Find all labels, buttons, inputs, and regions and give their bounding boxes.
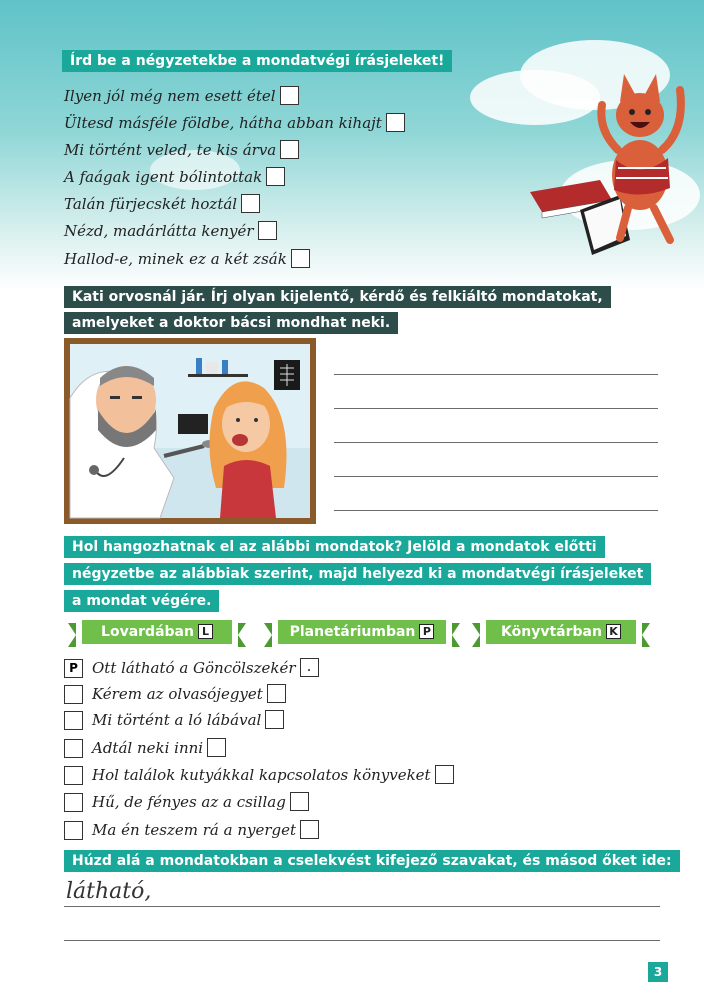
item-text: Hol találok kutyákkal kapcsolatos könyveket <box>92 766 431 784</box>
sentence-text: Nézd, madárlátta kenyér <box>64 222 254 240</box>
legend-planetariumban <box>278 620 446 644</box>
writing-line[interactable] <box>64 906 660 907</box>
item-2 <box>92 684 286 705</box>
item-5 <box>92 765 454 786</box>
punctuation-box[interactable] <box>300 820 319 839</box>
location-checkbox[interactable] <box>64 793 83 812</box>
sentence-text: Ültesd másféle földbe, hátha abban kihajt <box>64 114 382 132</box>
answer-box[interactable] <box>280 140 299 159</box>
ribbon-end-right <box>642 623 650 647</box>
sentence-text: Ilyen jól még nem esett étel <box>64 87 276 105</box>
legend-label: Könyvtárban <box>501 624 602 640</box>
location-checkbox[interactable] <box>64 821 83 840</box>
sentence-text: A faágak igent bólintottak <box>64 168 263 186</box>
sentence-5 <box>64 194 260 215</box>
sentence-text: Hallod-e, minek ez a két zsák <box>64 250 287 268</box>
location-checkbox[interactable] <box>64 711 83 730</box>
sentence-text: Talán fürjecskét hoztál <box>64 195 238 213</box>
item-4 <box>92 738 226 759</box>
writing-line[interactable] <box>334 374 658 375</box>
ribbon-end-left <box>68 623 76 647</box>
answer-handwriting: látható, <box>66 879 152 904</box>
item-6 <box>92 792 309 813</box>
item-text: Adtál neki inni <box>92 739 204 757</box>
cat-illustration <box>520 60 700 260</box>
answer-box[interactable] <box>258 221 277 240</box>
location-checkbox[interactable] <box>64 685 83 704</box>
legend-label: Lovardában <box>101 624 194 640</box>
sentence-7 <box>64 249 310 270</box>
item-text: Ma én teszem rá a nyerget <box>92 821 297 839</box>
section3-title-line3: a mondat végére. <box>64 590 219 612</box>
item-text: Hű, de fényes az a csillag <box>92 793 286 811</box>
answer-box[interactable] <box>241 194 260 213</box>
punctuation-box[interactable] <box>290 792 309 811</box>
section4-title: Húzd alá a mondatokban a cselekvést kifejező szavakat, és másod őket ide: <box>64 850 680 872</box>
doctor-illustration <box>64 338 316 524</box>
punctuation-box[interactable] <box>207 738 226 757</box>
writing-line[interactable] <box>334 442 658 443</box>
ribbon-end-left <box>264 623 272 647</box>
punctuation-box[interactable]: . <box>300 658 319 677</box>
legend-key: K <box>606 624 621 639</box>
item-text: Mi történt a ló lábával <box>92 711 262 729</box>
ribbon-end-left <box>472 623 480 647</box>
answer-box[interactable] <box>291 249 310 268</box>
legend-key: L <box>198 624 213 639</box>
punctuation-box[interactable] <box>267 684 286 703</box>
section3-title-line2: négyzetbe az alábbiak szerint, majd helyezd ki a mondatvégi írásjeleket <box>64 563 651 585</box>
item-text: Kérem az olvasójegyet <box>92 685 263 703</box>
item-1 <box>92 658 319 679</box>
ribbon-end-right <box>452 623 460 647</box>
location-checkbox[interactable]: P <box>64 659 83 678</box>
page-number: 3 <box>648 962 668 982</box>
item-text: Ott látható a Göncölszekér <box>92 659 296 677</box>
legend-key: P <box>419 624 434 639</box>
sentence-1 <box>64 86 299 107</box>
ribbon-end-right <box>238 623 246 647</box>
item-3 <box>92 710 284 731</box>
sentence-3 <box>64 140 299 161</box>
sentence-text: Mi történt veled, te kis árva <box>64 141 277 159</box>
answer-box[interactable] <box>266 167 285 186</box>
location-checkbox[interactable] <box>64 739 83 758</box>
legend-lovardaban <box>82 620 232 644</box>
punctuation-box[interactable] <box>265 710 284 729</box>
section1-title: Írd be a négyzetekbe a mondatvégi írásjeleket! <box>62 50 452 72</box>
sentence-2 <box>64 113 405 134</box>
section3-title-line1: Hol hangozhatnak el az alábbi mondatok? Jelöld a mondatok előtti <box>64 536 605 558</box>
location-checkbox[interactable] <box>64 766 83 785</box>
sentence-4 <box>64 167 285 188</box>
section2-title-line1: Kati orvosnál jár. Írj olyan kijelentő, kérdő és felkiáltó mondatokat, <box>64 286 611 308</box>
books-icon <box>530 180 630 255</box>
writing-line[interactable] <box>334 408 658 409</box>
writing-line[interactable] <box>334 476 658 477</box>
answer-box[interactable] <box>280 86 299 105</box>
section2-title-line2: amelyeket a doktor bácsi mondhat neki. <box>64 312 398 334</box>
item-7 <box>92 820 319 841</box>
answer-box[interactable] <box>386 113 405 132</box>
writing-line[interactable] <box>334 510 658 511</box>
legend-konyvtarban <box>486 620 636 644</box>
sentence-6 <box>64 221 277 242</box>
writing-line[interactable] <box>64 940 660 941</box>
legend-label: Planetáriumban <box>289 624 416 640</box>
punctuation-box[interactable] <box>435 765 454 784</box>
